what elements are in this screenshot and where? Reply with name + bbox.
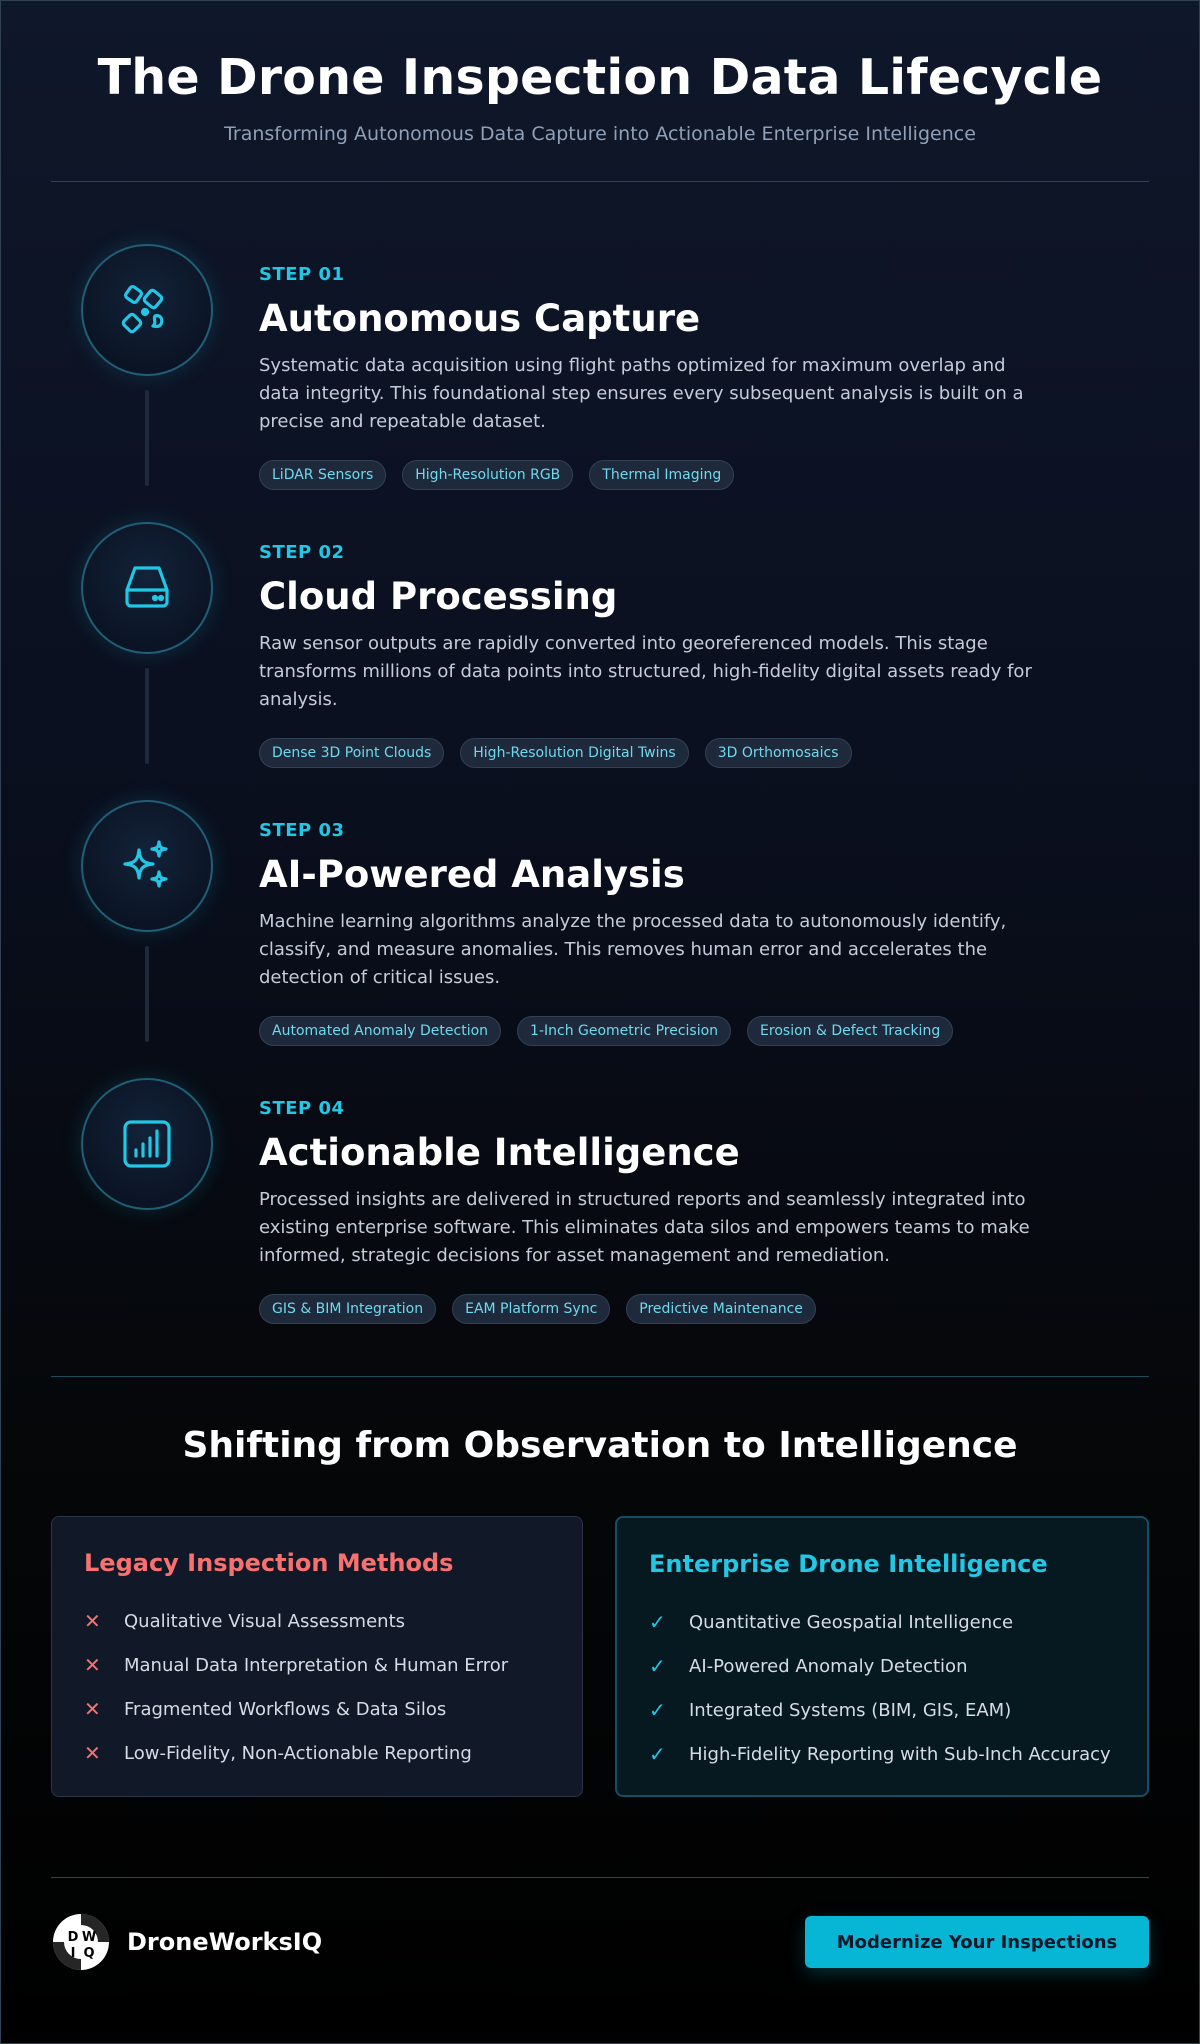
droneworksiq-logo-icon (51, 1912, 111, 1972)
step-icon-circle (81, 1078, 213, 1210)
step-tags (259, 1016, 1039, 1046)
tag: High-Resolution Digital Twins (460, 738, 688, 768)
step-icon-circle (81, 244, 213, 376)
check-icon: ✓ (649, 1654, 666, 1678)
step-content (259, 1098, 1039, 1324)
step-description: Systematic data acquisition using flight paths optimized for maximum overlap and data integrity. This foundational step ensures every subsequent analysis is built on a precise and repeatable dataset. (259, 355, 1024, 432)
tag: EAM Platform Sync (452, 1294, 610, 1324)
tag: Thermal Imaging (589, 460, 734, 490)
step-tags (259, 460, 1039, 490)
tag: High-Resolution RGB (402, 460, 573, 490)
step-icon-circle (81, 522, 213, 654)
x-icon: ✕ (84, 1697, 101, 1721)
comparison-section (51, 1516, 1149, 1797)
section-divider (51, 1376, 1149, 1377)
x-icon: ✕ (84, 1609, 101, 1633)
tag: Automated Anomaly Detection (259, 1016, 501, 1046)
tag: Erosion & Defect Tracking (747, 1016, 953, 1046)
list-item-label: Fragmented Workflows & Data Silos (124, 1698, 447, 1720)
tag: LiDAR Sensors (259, 460, 386, 490)
list-item (84, 1731, 550, 1775)
legacy-methods-card (51, 1516, 583, 1797)
logo-letter: D (67, 1930, 79, 1945)
logo-letter: Q (83, 1946, 95, 1961)
step-content (259, 542, 1039, 768)
modernize-inspections-button[interactable]: Modernize Your Inspections (805, 1916, 1149, 1968)
list-item-label: Manual Data Interpretation & Human Error (124, 1654, 509, 1676)
step-tags (259, 738, 1039, 768)
list-item (84, 1687, 550, 1731)
step-autonomous-capture (51, 244, 1149, 522)
list-item (649, 1732, 1115, 1776)
brand (51, 1912, 322, 1972)
step-content (259, 264, 1039, 490)
list-item-label: Low-Fidelity, Non-Actionable Reporting (124, 1742, 472, 1764)
lifecycle-timeline (51, 244, 1149, 1356)
legacy-list (84, 1599, 550, 1775)
check-icon: ✓ (649, 1742, 666, 1766)
step-description: Machine learning algorithms analyze the processed data to autonomously identify, classify, and measure anomalies. This removes human error and accelerates the detection of critical issues. (259, 911, 1007, 988)
card-title: Enterprise Drone Intelligence (649, 1550, 1048, 1578)
list-item (649, 1600, 1115, 1644)
list-item (84, 1643, 550, 1687)
step-description: Raw sensor outputs are rapidly converted into georeferenced models. This stage transforms millions of data points into structured, high-fidelity digital assets ready for analysis. (259, 633, 1032, 710)
brand-name: DroneWorksIQ (127, 1928, 323, 1956)
step-title: Cloud Processing (259, 575, 618, 618)
step-title: Actionable Intelligence (259, 1131, 740, 1174)
tag: GIS & BIM Integration (259, 1294, 436, 1324)
step-actionable-intelligence (51, 1078, 1149, 1356)
brand-logo (51, 1912, 111, 1972)
check-icon: ✓ (649, 1698, 666, 1722)
logo-letter: W (81, 1930, 97, 1945)
step-label: STEP 02 (259, 542, 345, 563)
page-header (51, 1, 1149, 145)
check-icon: ✓ (649, 1610, 666, 1634)
step-label: STEP 03 (259, 820, 345, 841)
logo-letter: I (70, 1946, 76, 1961)
step-content (259, 820, 1039, 1046)
page-title: The Drone Inspection Data Lifecycle (97, 49, 1103, 106)
list-item (649, 1688, 1115, 1732)
step-cloud-processing (51, 522, 1149, 800)
step-icon-circle (81, 800, 213, 932)
tag: Dense 3D Point Clouds (259, 738, 444, 768)
timeline-connector (145, 390, 149, 486)
hard-drive-icon (117, 558, 177, 618)
step-description: Processed insights are delivered in structured reports and seamlessly integrated into existing enterprise software. This eliminates data silos and empowers teams to make informed, strategic decisions for asset management and remediation. (259, 1189, 1030, 1266)
header-divider (51, 181, 1149, 182)
timeline-connector (145, 668, 149, 764)
list-item-label: AI-Powered Anomaly Detection (689, 1655, 968, 1677)
list-item-label: Quantitative Geospatial Intelligence (689, 1611, 1014, 1633)
list-item-label: Integrated Systems (BIM, GIS, EAM) (689, 1699, 1012, 1721)
footer-divider (51, 1877, 1149, 1878)
bar-chart-icon (117, 1114, 177, 1174)
page-subtitle: Transforming Autonomous Data Capture into Actionable Enterprise Intelligence (224, 123, 976, 145)
list-item-label: High-Fidelity Reporting with Sub-Inch Accuracy (689, 1743, 1111, 1765)
x-icon: ✕ (84, 1741, 101, 1765)
step-tags (259, 1294, 1039, 1324)
step-label: STEP 04 (259, 1098, 345, 1119)
comparison-title: Shifting from Observation to Intelligence (182, 1425, 1018, 1466)
page-footer (51, 1912, 1149, 1972)
list-item (84, 1599, 550, 1643)
drone-icon (117, 280, 177, 340)
tag: 3D Orthomosaics (705, 738, 852, 768)
tag: Predictive Maintenance (626, 1294, 816, 1324)
tag: 1-Inch Geometric Precision (517, 1016, 731, 1046)
step-label: STEP 01 (259, 264, 345, 285)
timeline-connector (145, 946, 149, 1042)
step-title: AI-Powered Analysis (259, 853, 685, 896)
x-icon: ✕ (84, 1653, 101, 1677)
step-ai-analysis (51, 800, 1149, 1078)
sparkles-icon (117, 836, 177, 896)
list-item-label: Qualitative Visual Assessments (124, 1610, 406, 1632)
enterprise-intelligence-card (615, 1516, 1149, 1797)
enterprise-list (649, 1600, 1115, 1776)
card-title: Legacy Inspection Methods (84, 1549, 454, 1577)
step-title: Autonomous Capture (259, 297, 701, 340)
list-item (649, 1644, 1115, 1688)
